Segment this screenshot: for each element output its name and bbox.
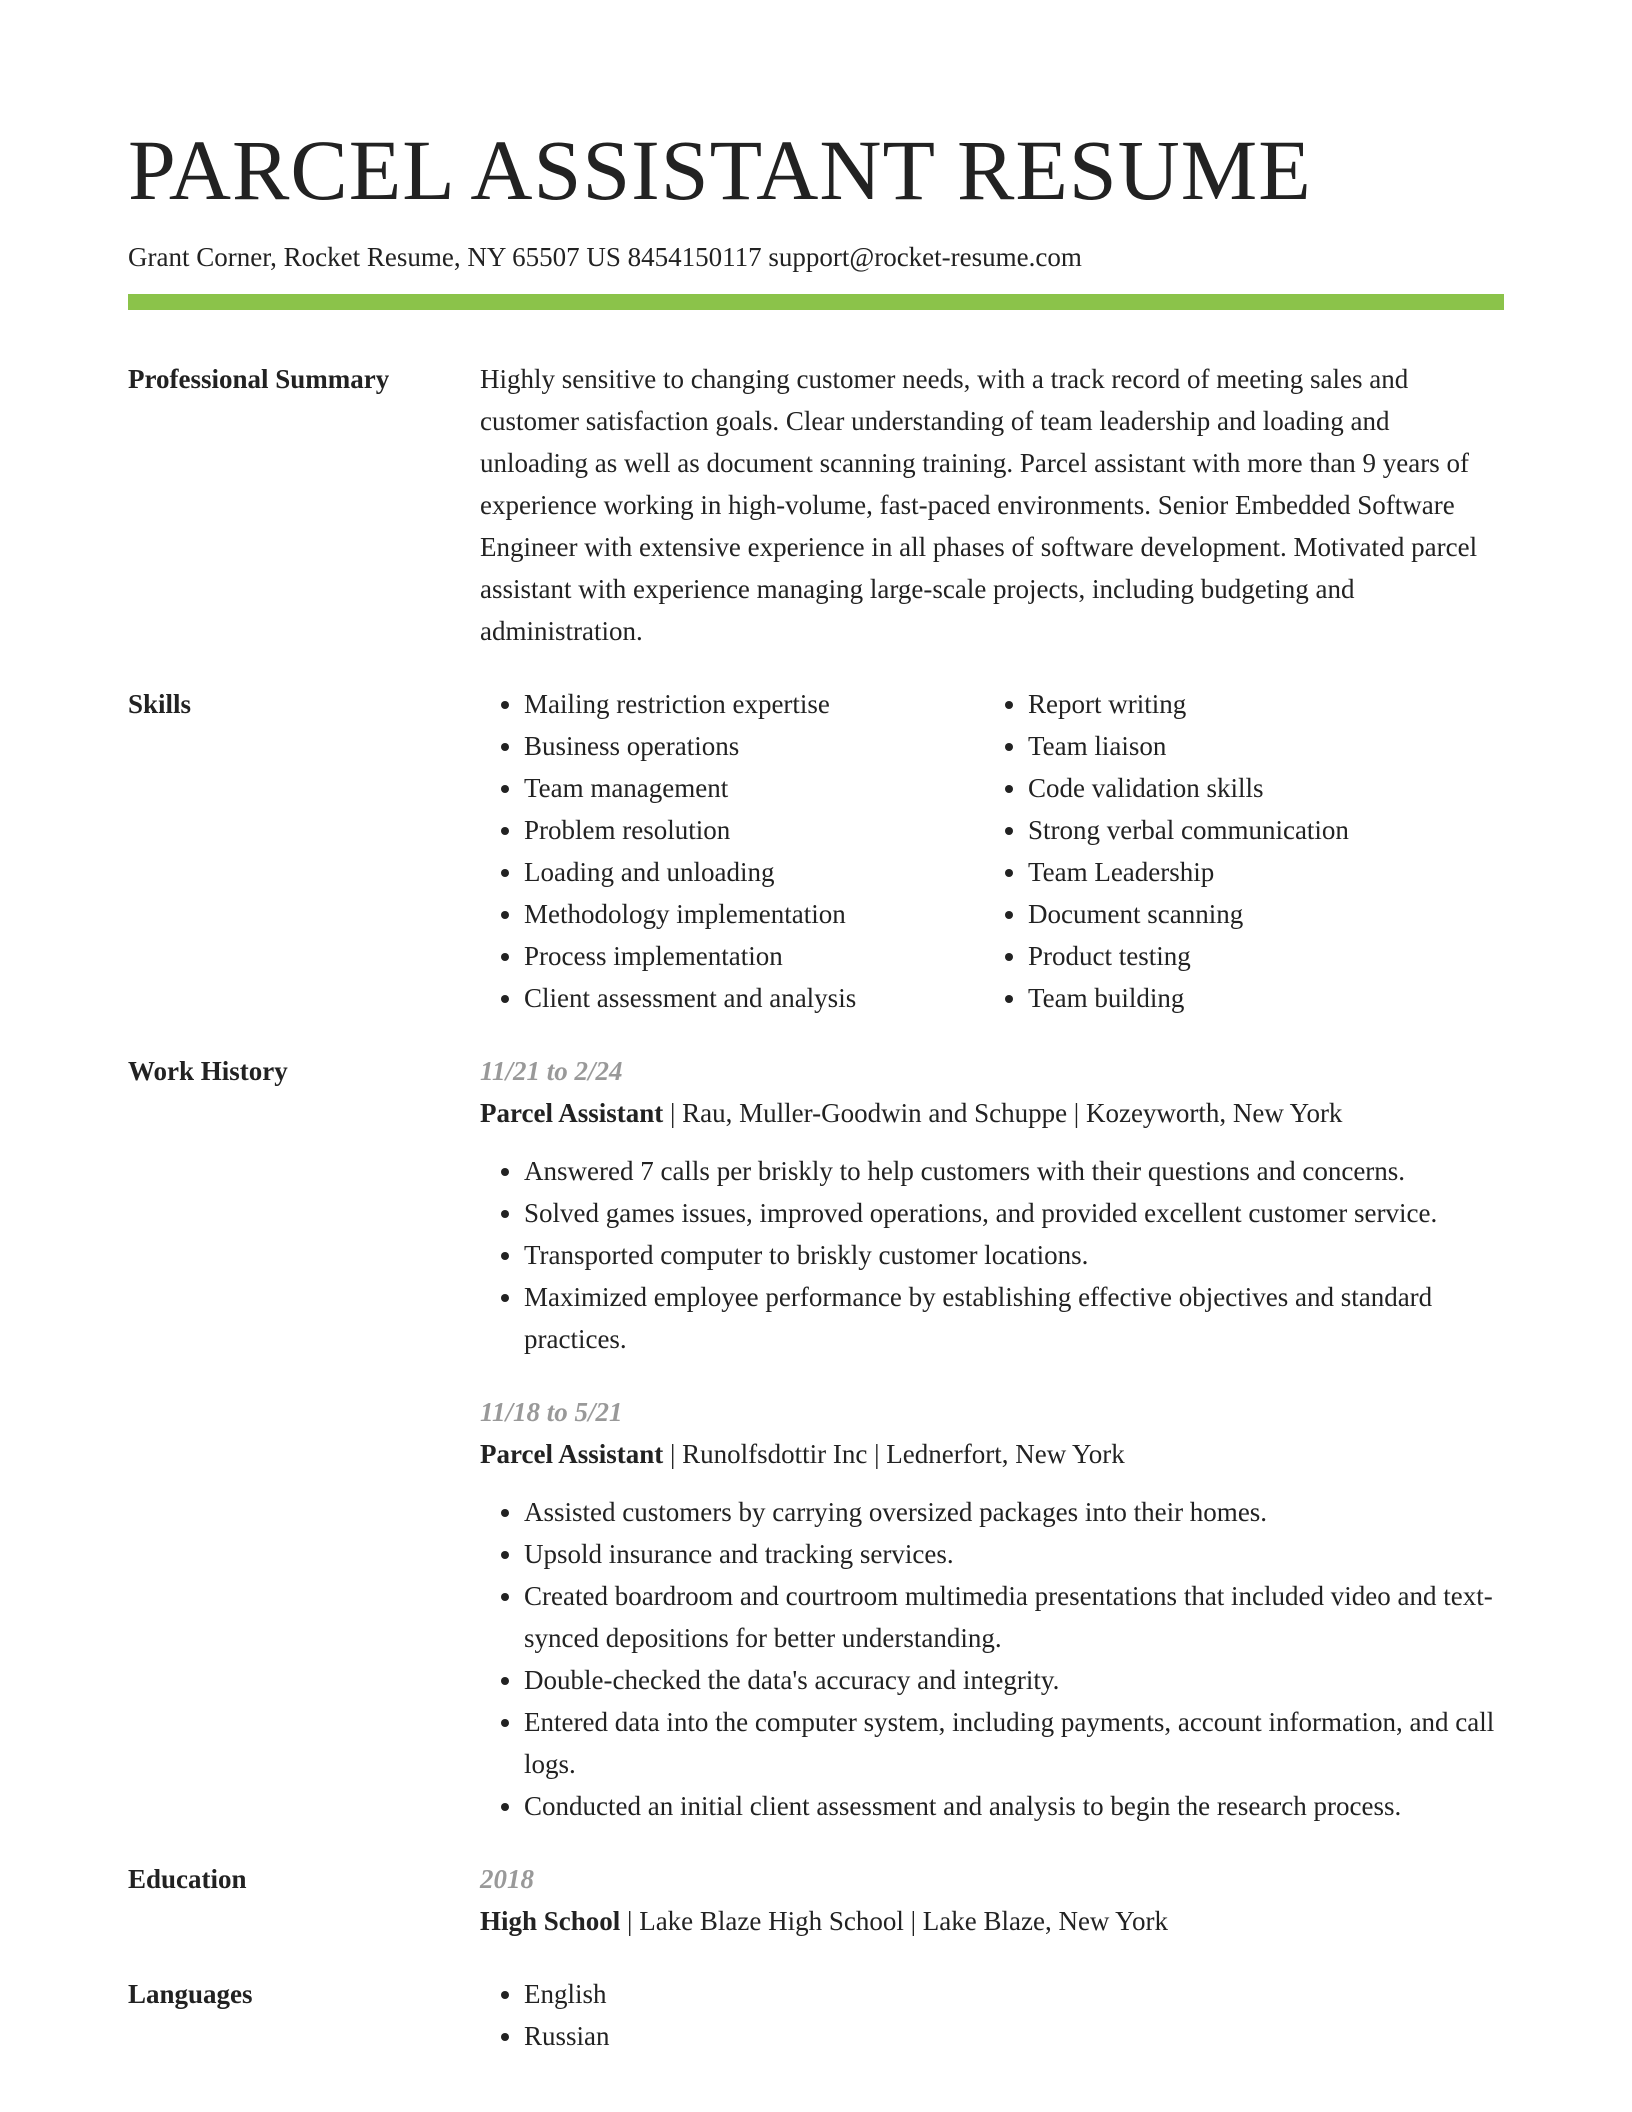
- job-title: Parcel Assistant: [480, 1439, 664, 1469]
- resume-title: PARCEL ASSISTANT RESUME: [128, 122, 1312, 218]
- skill-item: • Process implementation: [524, 935, 984, 977]
- job-bullet: • Maximized employee performance by establishing effective objectives and standard practices.: [524, 1276, 1504, 1360]
- education-heading: [480, 1900, 1504, 1942]
- job-bullets: [480, 1150, 1504, 1360]
- work-history-section: [128, 1050, 1504, 1827]
- section-label-work: Work History: [128, 1056, 288, 1086]
- education-body: [480, 1858, 1504, 1942]
- job-dates: 11/18 to 5/21: [480, 1397, 623, 1427]
- skill-item: • Team liaison: [1028, 725, 1488, 767]
- skills-list-right: [984, 683, 1488, 1019]
- skill-item: • Business operations: [524, 725, 984, 767]
- skill-item: • Report writing: [1028, 683, 1488, 725]
- education-school-location: | Lake Blaze High School | Lake Blaze, New York: [620, 1906, 1168, 1936]
- job-dates: 11/21 to 2/24: [480, 1056, 623, 1086]
- job-heading: [480, 1433, 1504, 1475]
- skills-column-right: [984, 683, 1488, 1019]
- job-bullet: • Created boardroom and courtroom multimedia presentations that included video and text-synced depositions for better understanding.: [524, 1575, 1504, 1659]
- languages-list: [480, 1973, 1504, 2057]
- education-degree: High School: [480, 1906, 621, 1936]
- job-employer-location: | Runolfsdottir Inc | Lednerfort, New York: [663, 1439, 1125, 1469]
- skill-item: • Methodology implementation: [524, 893, 984, 935]
- job-bullet: • Answered 7 calls per briskly to help customers with their questions and concerns.: [524, 1150, 1504, 1192]
- language-item: • English: [524, 1973, 1504, 2015]
- job-bullet: • Entered data into the computer system, including payments, account information, and call logs.: [524, 1701, 1504, 1785]
- skill-item: • Code validation skills: [1028, 767, 1488, 809]
- job-bullet: • Conducted an initial client assessment and analysis to begin the research process.: [524, 1785, 1504, 1827]
- skills-grid: [480, 683, 1504, 1019]
- skills-list-left: [480, 683, 984, 1019]
- job-bullets: [480, 1491, 1504, 1827]
- section-label-summary: Professional Summary: [128, 364, 390, 394]
- skill-item: • Team management: [524, 767, 984, 809]
- contact-line: Grant Corner, Rocket Resume, NY 65507 US 8454150117 support@rocket-resume.com: [128, 242, 1082, 272]
- education-section: [128, 1858, 1504, 1942]
- skill-item: • Strong verbal communication: [1028, 809, 1488, 851]
- header-divider: [128, 294, 1504, 310]
- job-entry: [480, 1391, 1504, 1827]
- languages-section: [128, 1973, 1504, 2057]
- summary-body: [480, 358, 1504, 652]
- job-bullet: • Transported computer to briskly customer locations.: [524, 1234, 1504, 1276]
- job-bullet: • Double-checked the data's accuracy and integrity.: [524, 1659, 1504, 1701]
- skills-section: [128, 683, 1504, 1019]
- languages-body: [480, 1973, 1504, 2057]
- language-item: • Russian: [524, 2015, 1504, 2057]
- summary-text: Highly sensitive to changing customer needs, with a track record of meeting sales and customer satisfaction goals. Clear understanding of team leadership and loading and unloading as well as document scanning training. Parcel assistant with more than 9 years of experience working in high-volume, fast-paced environments. Senior Embedded Software Engineer with extensive experience in all phases of software development. Motivated parcel assistant with experience managing large-scale projects, including budgeting and administration.: [480, 364, 1478, 646]
- section-label-education: Education: [128, 1864, 247, 1894]
- job-bullet: • Assisted customers by carrying oversized packages into their homes.: [524, 1491, 1504, 1533]
- summary-section: [128, 358, 1504, 652]
- skill-item: • Client assessment and analysis: [524, 977, 984, 1019]
- skills-body: [480, 683, 1504, 1019]
- job-bullet: • Upsold insurance and tracking services.: [524, 1533, 1504, 1575]
- work-history-body: [480, 1050, 1504, 1827]
- section-label-skills: Skills: [128, 689, 192, 719]
- skill-item: • Mailing restriction expertise: [524, 683, 984, 725]
- skill-item: • Team Leadership: [1028, 851, 1488, 893]
- section-label-languages: Languages: [128, 1979, 253, 2009]
- job-employer-location: | Rau, Muller-Goodwin and Schuppe | Kozeyworth, New York: [663, 1098, 1343, 1128]
- skill-item: • Product testing: [1028, 935, 1488, 977]
- skill-item: • Problem resolution: [524, 809, 984, 851]
- job-heading: [480, 1092, 1504, 1134]
- skills-column-left: [480, 683, 984, 1019]
- education-year: 2018: [480, 1864, 534, 1894]
- job-bullet: • Solved games issues, improved operations, and provided excellent customer service.: [524, 1192, 1504, 1234]
- job-title: Parcel Assistant: [480, 1098, 664, 1128]
- skill-item: • Document scanning: [1028, 893, 1488, 935]
- job-entry: [480, 1050, 1504, 1360]
- skill-item: • Team building: [1028, 977, 1488, 1019]
- skill-item: • Loading and unloading: [524, 851, 984, 893]
